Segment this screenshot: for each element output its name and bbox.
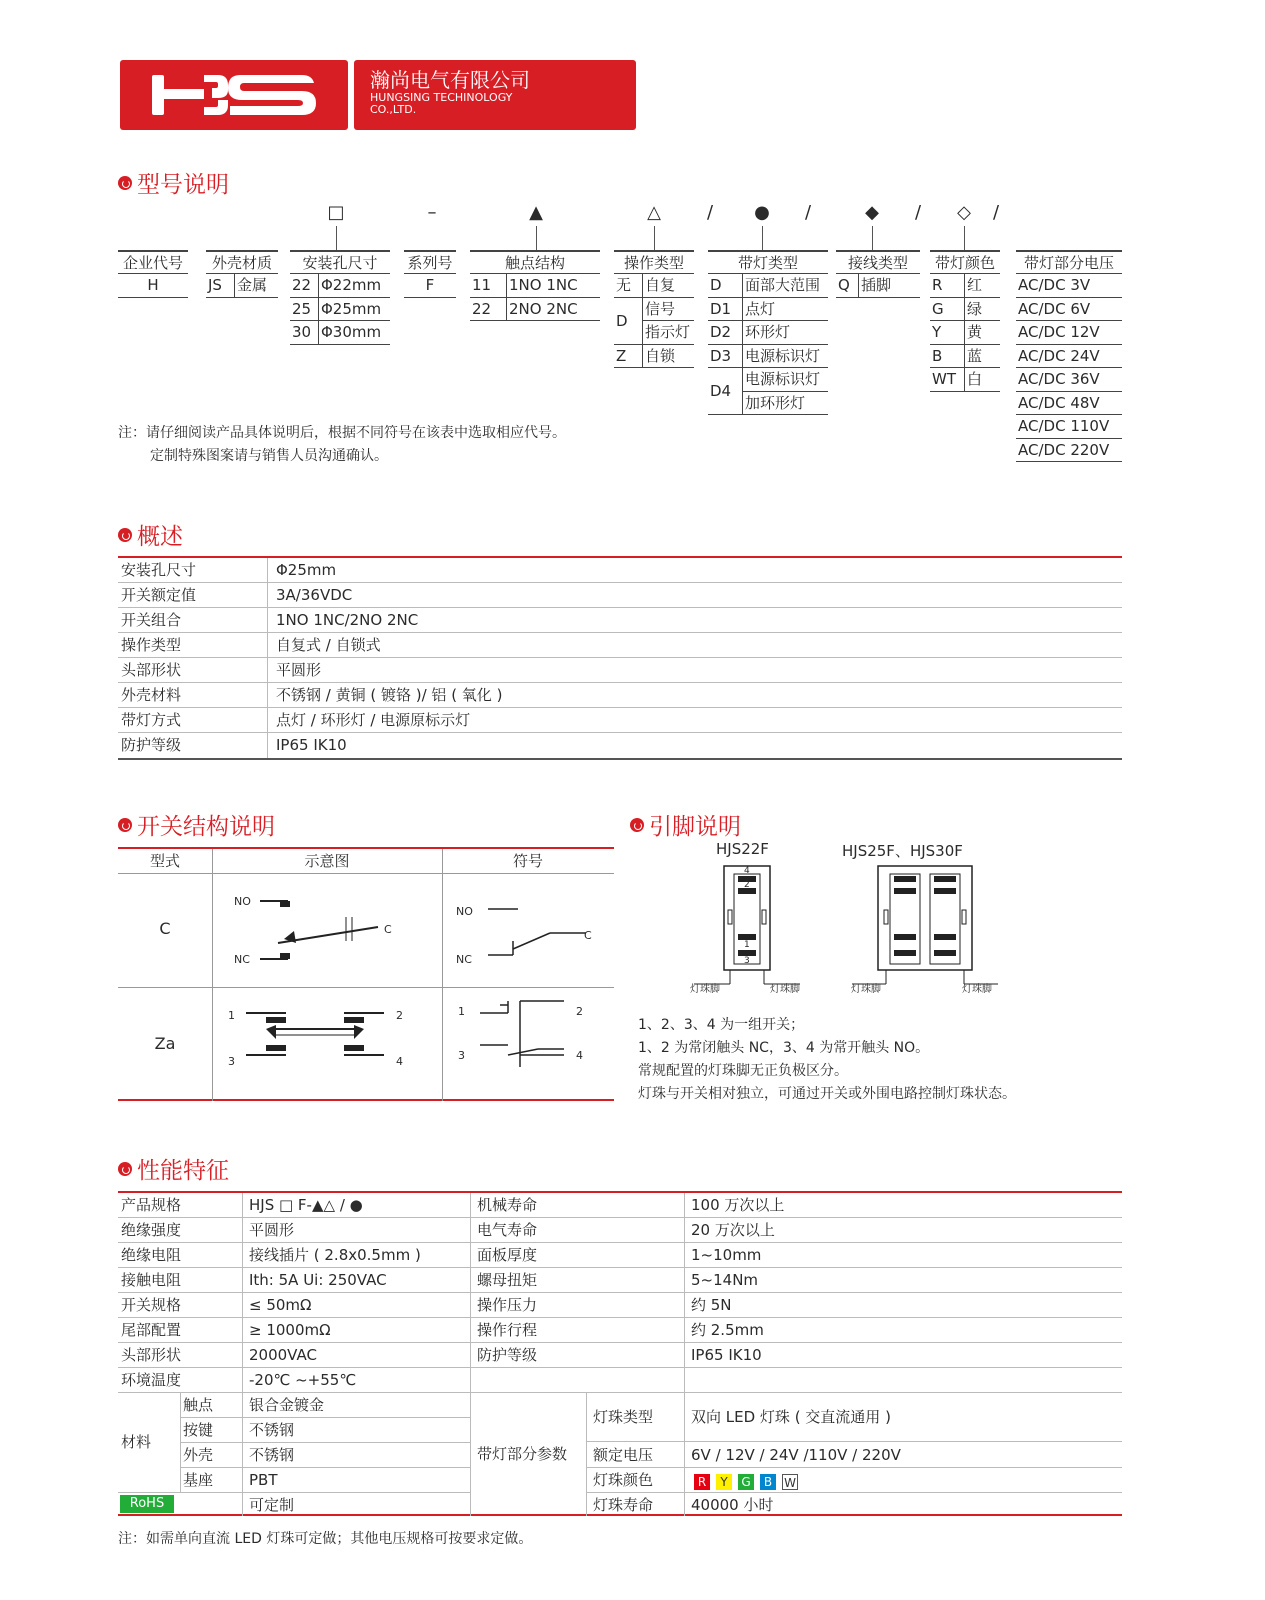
model-symbol: /: [706, 202, 714, 223]
model-symbol: –: [427, 202, 437, 223]
model-symbol: /: [992, 202, 1000, 223]
diagram-za-icon: [238, 999, 408, 1079]
section-title-performance: 性能特征: [118, 1152, 229, 1185]
rohs-badge: RoHS: [120, 1495, 174, 1513]
table-row: 安装孔尺寸 Φ25mm: [118, 558, 1122, 583]
pin-model-b: HJS25F、HJS30F: [842, 842, 963, 860]
performance-table: 产品规格 HJS □ F-▲△ / ● 绝缘强度 平圆形 绝缘电阻 接线插片 ( 2.8x0.5mm ) 接触电阻 Ith: 5A Ui: 250VAC 开关规格 ≤ 50mΩ 尾部配置 ≥ 1000mΩ 头部形状 2000VAC 环境温度 -20℃ ~+55℃ 机械寿命 100 万次以上 电气寿命 20 万次以上 面板厚度 1~10mm 螺母扭矩 5~14Nm 操作压力 约 5N 操作行程 约 2.5mm 防护等级 IP65 IK10 材料 触点 银合金镀金 按键 不锈钢 外壳 不锈钢 基座 PBT RoHS 可定制 带灯部分参数 灯珠类型 双向 LED 灯珠 ( 交直流通用 ) 额定电压 6V / 12V / 24V /110V / 220V 灯珠颜色 R Y G B W 灯珠寿命 40000 小时: [118, 1191, 1122, 1516]
section-title-pins: 引脚说明: [630, 808, 741, 841]
table-row: 开关额定值 3A/36VDC: [118, 583, 1122, 608]
legend-series: 系列号 F: [404, 250, 456, 298]
connector-line: [536, 226, 537, 250]
overview-table: [118, 556, 1122, 760]
legend-wiring: 接线类型 Q 插脚: [836, 250, 920, 298]
table-row: 开关组合 1NO 1NC/2NO 2NC: [118, 608, 1122, 633]
led-pin-label: 灯珠脚: [962, 984, 992, 995]
model-note: 注：请仔细阅读产品具体说明后，根据不同符号在该表中选取相应代号。: [118, 425, 566, 441]
pin-model-a: HJS22F: [716, 840, 769, 858]
table-row: 带灯方式 点灯 / 环形灯 / 电源原标示灯: [118, 708, 1122, 733]
legend-operation: 操作类型 无 自复 D 信号 指示灯 Z 自锁: [614, 250, 694, 368]
table-row: 外壳材料 不锈钢 / 黄铜 ( 镀铬 )/ 铝 ( 氧化 ): [118, 683, 1122, 708]
table-row: 头部形状 平圆形: [118, 658, 1122, 683]
lamp-color-swatches: [694, 1472, 804, 1490]
model-symbol: △: [647, 202, 661, 223]
legend-color: 带灯颜色 R 红 G 绿 Y 黄 B 蓝 WT 白: [930, 250, 1000, 392]
color-swatch-green: G: [738, 1474, 754, 1490]
structure-table: 型式 示意图 符号 C Za NO NC C NO NC C 1 2 3 4 1 2 3 4: [118, 847, 614, 1101]
table-row: 防护等级 IP65 IK10: [118, 733, 1122, 758]
led-pin-label: 灯珠脚: [690, 984, 720, 995]
col-head-diagram: 示意图: [304, 852, 350, 870]
pin-diagram-a-icon: [690, 862, 810, 998]
company-name-cn: 瀚尚电气有限公司: [370, 68, 530, 92]
section-bullet-icon: [630, 818, 644, 832]
connector-line: [654, 226, 655, 250]
pin-diagram-b-icon: [850, 862, 1000, 998]
symbol-c-icon: [458, 897, 598, 967]
section-title-model: 型号说明: [118, 166, 229, 199]
type-za: Za: [154, 1034, 176, 1053]
color-swatch-blue: B: [760, 1474, 776, 1490]
legend-contact: 触点结构 11 1NO 1NC 22 2NO 2NC: [470, 250, 600, 321]
color-swatch-yellow: Y: [716, 1474, 732, 1490]
color-swatch-white: W: [782, 1474, 798, 1490]
model-symbol: ▲: [529, 202, 543, 223]
model-symbol: /: [804, 202, 812, 223]
legend-voltage: 带灯部分电压 AC/DC 3V AC/DC 6V AC/DC 12V AC/DC 24V AC/DC 36V AC/DC 48V AC/DC 110V AC/DC 220V: [1016, 250, 1122, 462]
section-title-structure: 开关结构说明: [118, 808, 275, 841]
connector-line: [872, 226, 873, 250]
led-pin-label: 灯珠脚: [851, 984, 881, 995]
legend-hole-size: 安装孔尺寸 22 Φ22mm 25 Φ25mm 30 Φ30mm: [290, 250, 390, 345]
color-swatch-red: R: [694, 1474, 710, 1490]
company-banner: [354, 60, 636, 130]
hs-logo-icon: [120, 60, 348, 130]
model-symbol: □: [327, 202, 345, 223]
legend-material: 外壳材质 JS 金属: [206, 250, 278, 298]
section-bullet-icon: [118, 1162, 132, 1176]
led-pin-label: 灯珠脚: [770, 984, 800, 995]
model-note-2: 定制特殊图案请与销售人员沟通确认。: [150, 448, 388, 464]
brand-logo: [120, 60, 348, 130]
section-bullet-icon: [118, 818, 132, 832]
type-c: C: [159, 919, 171, 938]
model-symbol: ●: [754, 202, 770, 223]
section-bullet-icon: [118, 176, 132, 190]
connector-line: [336, 226, 337, 250]
company-name-en-2: CO.,LTD.: [370, 103, 417, 116]
section-title-overview: 概述: [118, 518, 183, 551]
pin-description: 1、2、3、4 为一组开关； 1、2 为常闭触头 NC，3、4 为常开触头 NO。 常规配置的灯珠脚无正负极区分。 灯珠与开关相对独立，可通过开关或外围电路控制灯珠状态。: [638, 1017, 1016, 1102]
connector-line: [964, 226, 965, 250]
legend-company: 企业代号 H: [118, 250, 188, 298]
table-row: 操作类型 自复式 / 自锁式: [118, 633, 1122, 658]
model-symbol: ◇: [957, 202, 971, 223]
model-symbol: /: [914, 202, 922, 223]
performance-note: 注：如需单向直流 LED 灯珠可定做；其他电压规格可按要求定做。: [118, 1531, 533, 1547]
connector-line: [762, 226, 763, 250]
legend-lamp-type: 带灯类型 D 面部大范围 D1 点灯 D2 环形灯 D3 电源标识灯 D4 电源标识灯 加环形灯: [708, 250, 828, 415]
company-name-en: HUNGSING TECHINOLOGY: [370, 91, 513, 104]
diagram-c-icon: [228, 885, 408, 975]
col-head-type: 型式: [149, 852, 180, 870]
col-head-symbol: 符号: [512, 852, 543, 870]
model-symbol: ◆: [865, 202, 879, 223]
section-bullet-icon: [118, 528, 132, 542]
